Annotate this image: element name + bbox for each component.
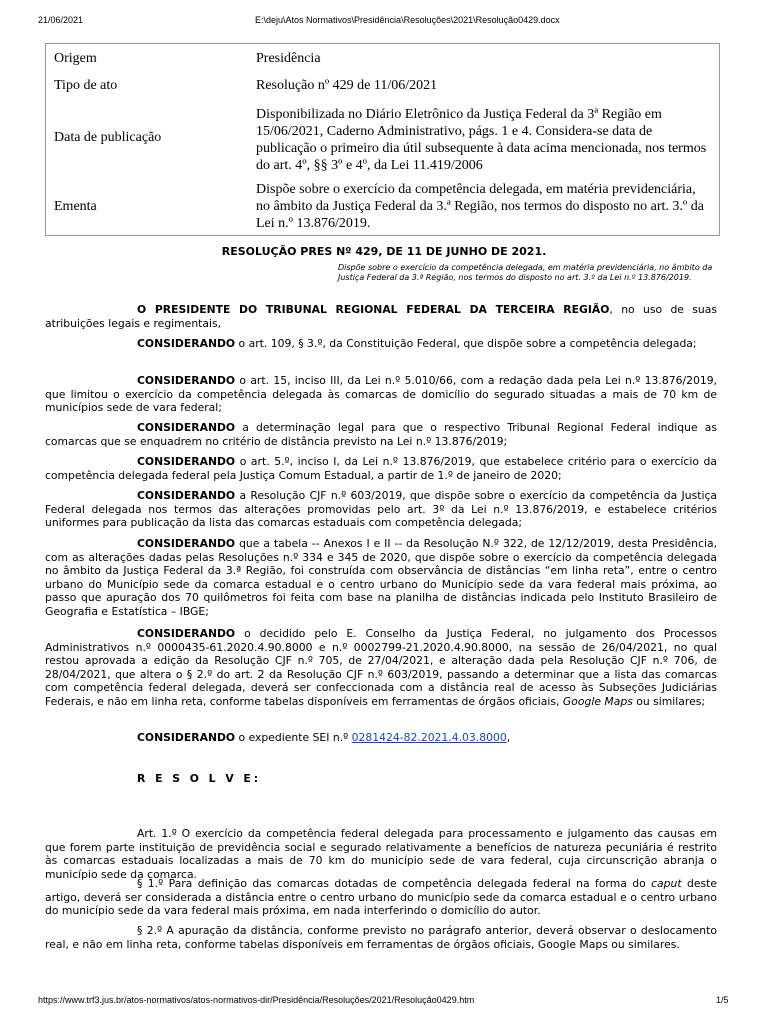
- page-url: https://www.trf3.jus.br/atos-normativos/atos-normativos-dir/Presidência/Resoluções/2021/Resolução0429.htm: [38, 995, 475, 1005]
- considerando-text: o art. 109, § 3.º, da Constituição Federal, que dispõe sobre a competência delegada;: [235, 337, 697, 350]
- considerando-text-end: ou similares;: [632, 694, 706, 708]
- sei-link[interactable]: 0281424-82.2021.4.03.8000: [351, 731, 507, 744]
- considerando-text-end: ,: [506, 731, 511, 744]
- article-1-text: Art. 1.º O exercício da competência federal delegada para processamento e julgamento das causas em que forem parte instituição de previdência social e segurado relativamente a benefícios de natureza pecuniária é restrito às comarcas estaduais localizadas a mais de 70 km do município sede de vara federal, cuja circunscrição abranja o município sede da comarca.: [45, 827, 717, 881]
- considerando-keyword: CONSIDERANDO: [137, 421, 236, 434]
- paragraph-1-text: § 1.º Para definição das comarcas dotadas de competência delegada federal na forma do: [137, 877, 652, 890]
- resolve-heading: R E S O L V E:: [137, 772, 262, 785]
- google-maps-italic: Google Maps: [562, 694, 633, 708]
- meta-label: Origem: [54, 51, 97, 66]
- meta-label: Tipo de ato: [54, 78, 118, 93]
- considerando-paragraph: [45, 337, 717, 351]
- considerando-paragraph: [45, 455, 717, 482]
- considerando-text: o art. 5.º, inciso I, da Lei n.º 13.876/2019, que estabelece critério para o exercício da competência delegada federal pela Justiça Comum Estadual, a partir de 1.º de janeiro de 2020;: [45, 455, 717, 482]
- ementa-italic: Dispõe sobre o exercício da competência delegada, em matéria previdenciária, no âmbito da Justiça Federal da 3.ª Região, nos termos do disposto no art. 3.º da Lei n.º 13.876/2019.: [338, 263, 713, 282]
- preamble-text: , no uso de suas atribuições legais e regimentais,: [45, 303, 718, 330]
- considerando-text: a Resolução CJF n.º 603/2019, que dispõe sobre o exercício da competência da Justiça Federal delegada nos termos das alterações promovidas pelo art. 3º da Lei n.º 13.876/2019, e estabelece critérios uniformes para publicação da lista das comarcas estaduais com competência delegada;: [45, 489, 717, 529]
- considerando-text: o decidido pelo E. Conselho da Justiça Federal, no julgamento dos Processos Administrativos n.º 0000435-61.2020.4.90.8000 e n.º 0002799-21.2020.4.90.8000, na sessão de 26/04/2021, no qual restou aprovada a edição da Resolução CJF n.º 705, de 27/04/2021, e alteração dada pela Resolução CJF n.º 706, de 28/04/2021, que altera o § 2.º do art. 2 da Resolução CJF n.º 603/2019, passando a determinar que a lista das comarcas com competência federal delegada, deverá ser confeccionada com a distância real de acesso às Subseções Judiciárias Federais, e não em linha reta, conforme tabelas disponíveis em ferramentas de órgãos oficiais,: [45, 627, 717, 708]
- considerando-paragraph: [45, 537, 717, 618]
- meta-label: Ementa: [54, 199, 97, 214]
- considerando-text: que a tabela -- Anexos I e II -- da Resolução N.º 322, de 12/12/2019, desta Presidência, com as alterações dadas pelas Resoluções n.º 334 e 345 de 2020, que dispõe sobre o exercício da competência delegada no âmbito da Justiça Federal da 3.ª Região, foi construída com observância de distâncias “em linha reta”, entre o centro urbano do Município sede da comarca estadual e o centro urbano do Município sede da vara federal mais próxima, ao passo que apuração dos 70 quilômetros foi feita com base na planilha de distâncias indicada pelo Instituto Brasileiro de Geografia e Estatística – IBGE;: [45, 537, 717, 618]
- paragraph-2: [45, 924, 717, 951]
- considerando-keyword: CONSIDERANDO: [137, 627, 236, 640]
- paragraph-1: [45, 877, 717, 918]
- paragraph-2-text: § 2.º A apuração da distância, conforme previsto no parágrafo anterior, deverá observar o deslocamento real, e não em linha reta, conforme tabelas disponíveis em ferramentas de órgãos oficiais, Google Maps ou similares.: [45, 924, 717, 951]
- considerando-paragraph: [45, 421, 717, 448]
- meta-value: Presidência: [256, 51, 321, 66]
- preamble-paragraph: [45, 303, 717, 330]
- considerando-keyword: CONSIDERANDO: [137, 455, 236, 468]
- resolution-title: RESOLUÇÃO PRES Nº 429, DE 11 DE JUNHO DE 2021.: [221, 245, 547, 258]
- considerando-keyword: CONSIDERANDO: [137, 489, 236, 502]
- considerando-keyword: CONSIDERANDO: [137, 337, 236, 350]
- preamble-bold: O PRESIDENTE DO TRIBUNAL REGIONAL FEDERAL DA TERCEIRA REGIÃO: [137, 303, 610, 316]
- article-1: [45, 827, 717, 881]
- considerando-paragraph: [45, 374, 717, 415]
- considerando-keyword: CONSIDERANDO: [137, 731, 236, 744]
- considerando-keyword: CONSIDERANDO: [137, 374, 236, 387]
- paragraph-1-text-end: deste artigo, deverá ser considerada a distância entre o centro urbano do município sede da comarca estadual e o centro urbano do município sede da vara federal mais próxima, em nada interferindo o domicílio do autor.: [45, 877, 717, 917]
- considerando-text: o art. 15, inciso III, da Lei n.º 5.010/66, com a redação dada pela Lei n.º 13.876/2019, que limitou o exercício da competência delegada às comarcas de domicílio do segurado situadas a mais de 70 km de municípios sede de vara federal;: [45, 374, 717, 414]
- metadata-table: [45, 43, 720, 236]
- considerando-paragraph: [45, 731, 717, 745]
- considerando-paragraph: [45, 489, 717, 530]
- meta-value: Disponibilizada no Diário Eletrônico da Justiça Federal da 3ª Região em 15/06/2021, Caderno Administrativo, págs. 1 e 4. Considera-se data de publicação o primeiro dia útil subsequente à data acima mencionada, nos termos do art. 4º, §§ 3º e 4º, da Lei 11.419/2006: [256, 107, 707, 173]
- considerando-keyword: CONSIDERANDO: [137, 537, 236, 550]
- print-date: 21/06/2021: [38, 15, 84, 25]
- file-path: E:\deju\Atos Normativos\Presidência\Resoluções\2021\Resolução0429.docx: [255, 15, 560, 25]
- considerando-text: o expediente SEI n.º: [235, 731, 352, 744]
- meta-value: Dispõe sobre o exercício da competência delegada, em matéria previdenciária, no âmbito da Justiça Federal da 3.ª Região, nos termos do disposto no art. 3.º da Lei n.º 13.876/2019.: [256, 182, 704, 231]
- page-number: 1/5: [716, 995, 729, 1005]
- considerando-text: a determinação legal para que o respectivo Tribunal Regional Federal indique as comarcas que se enquadrem no critério de distância previsto na Lei n.º 13.876/2019;: [45, 421, 717, 448]
- caput-italic: caput: [651, 877, 682, 890]
- meta-label: Data de publicação: [54, 130, 162, 145]
- considerando-paragraph: [45, 627, 717, 708]
- meta-value: Resolução nº 429 de 11/06/2021: [256, 78, 438, 93]
